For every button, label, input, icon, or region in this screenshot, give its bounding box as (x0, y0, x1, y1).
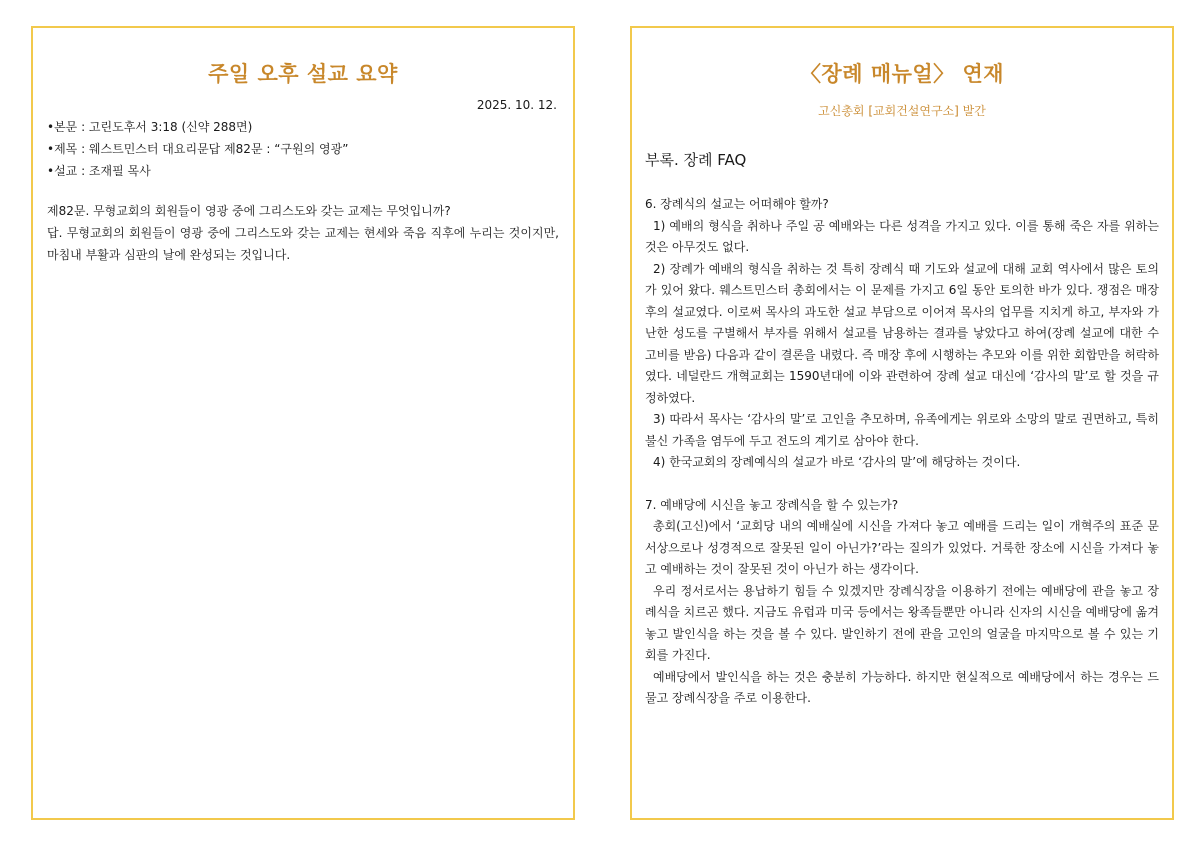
page-subtitle: 고신총회 [교회건설연구소] 발간 (818, 104, 986, 118)
faq-paragraph: 총회(고신)에서 ‘교회당 내의 예배실에 시신을 가져다 놓고 예배를 드리는 일이 개혁주의 표준 문서상으로나 성경적으로 잘못된 일이 아닌가?’라는 질의가 있었다. 거룩한 장소에 시신을 가져다 놓고 예배하는 것이 잘못된 것이 아닌가 하는 생각이다. (645, 519, 1159, 576)
faq-question: 6. 장례식의 설교는 어떠해야 할까? (645, 197, 829, 211)
faq-question: 7. 예배당에 시신을 놓고 장례식을 할 수 있는가? (645, 497, 899, 512)
faq-paragraph: 예배당에서 발인식을 하는 것은 충분히 가능하다. 하지만 현실적으로 예배당에서 하는 경우는 드물고 장례식장을 주로 이용한다. (645, 669, 1159, 705)
catechism-answer: 답. 무형교회의 회원들이 영광 중에 그리스도와 갖는 교제는 현세와 죽음 직후에 누리는 것이지만, 마침내 부활과 심판의 날에 완성되는 것입니다. (47, 226, 559, 262)
faq-paragraph: 1) 예배의 형식을 취하나 주일 공 예배와는 다른 성격을 가지고 있다. 이를 통해 죽은 자를 위하는 것은 아무것도 없다. (645, 218, 1159, 254)
faq-item-6 (645, 194, 1159, 474)
faq-paragraph: 2) 장례가 예배의 형식을 취하는 것 특히 장례식 때 기도와 설교에 대해 교회 역사에서 많은 토의가 있어 왔다. 웨스트민스터 총회에서는 이 문제를 가지고 6일 동안 토의한 바가 있다. 쟁점은 매장 후의 설교였다. 이로써 목사의 과도한 설교 부담으로 이어져 목사의 업무를 지치게 하고, 부자와 가난한 성도를 구별해서 부자를 위해서 설교를 남용하는 결과를 낳았다고 하여(장례 설교에 대한 수고비를 받음) 다음과 같이 결론을 내렸다. 즉 매장 후에 시행하는 추모와 이를 위한 회합만을 허락하였다. 네덜란드 개혁교회는 1590년대에 이와 관련하여 장례 설교 대신에 ‘감사의 말’로 할 것을 규정하였다. (645, 261, 1159, 405)
catechism-question: 제82문. 무형교회의 회원들이 영광 중에 그리스도와 갖는 교제는 무엇입니까? (47, 204, 451, 218)
date: 2025. 10. 12. (476, 98, 557, 112)
faq-paragraph: 4) 한국교회의 장례예식의 설교가 바로 ‘감사의 말’에 해당하는 것이다. (653, 455, 1021, 469)
meta-preacher: •설교 : 조재필 목사 (47, 164, 151, 178)
sermon-meta (47, 116, 559, 182)
faq-paragraph: 3) 따라서 목사는 ‘감사의 말’로 고인을 추모하며, 유족에게는 위로와 소망의 말로 권면하고, 특히 불신 가족을 염두에 두고 전도의 계기로 삼아야 한다. (645, 412, 1159, 448)
meta-title: •제목 : 웨스트민스터 대요리문답 제82문 : “구원의 영광” (47, 142, 349, 156)
right-page (630, 26, 1174, 820)
faq-item-7 (645, 495, 1159, 710)
left-page (31, 26, 575, 820)
page-title: 〈장례 매뉴얼〉 연재 (799, 62, 1005, 86)
section-heading: 부록. 장례 FAQ (645, 151, 747, 169)
catechism-qa (47, 200, 559, 266)
faq-paragraph: 우리 정서로서는 용납하기 힘들 수 있겠지만 장례식장을 이용하기 전에는 예배당에 관을 놓고 장례식을 치르곤 했다. 지금도 유럽과 미국 등에서는 왕족들뿐만 아니라 신자의 시신을 예배당에 옮겨놓고 발인식을 하는 것을 볼 수 있다. 발인하기 전에 관을 고인의 얼굴을 마지막으로 볼 수 있는 기회를 가진다. (645, 583, 1159, 662)
page-title: 주일 오후 설교 요약 (208, 62, 398, 86)
meta-scripture: •본문 : 고린도후서 3:18 (신약 288면) (47, 120, 253, 134)
